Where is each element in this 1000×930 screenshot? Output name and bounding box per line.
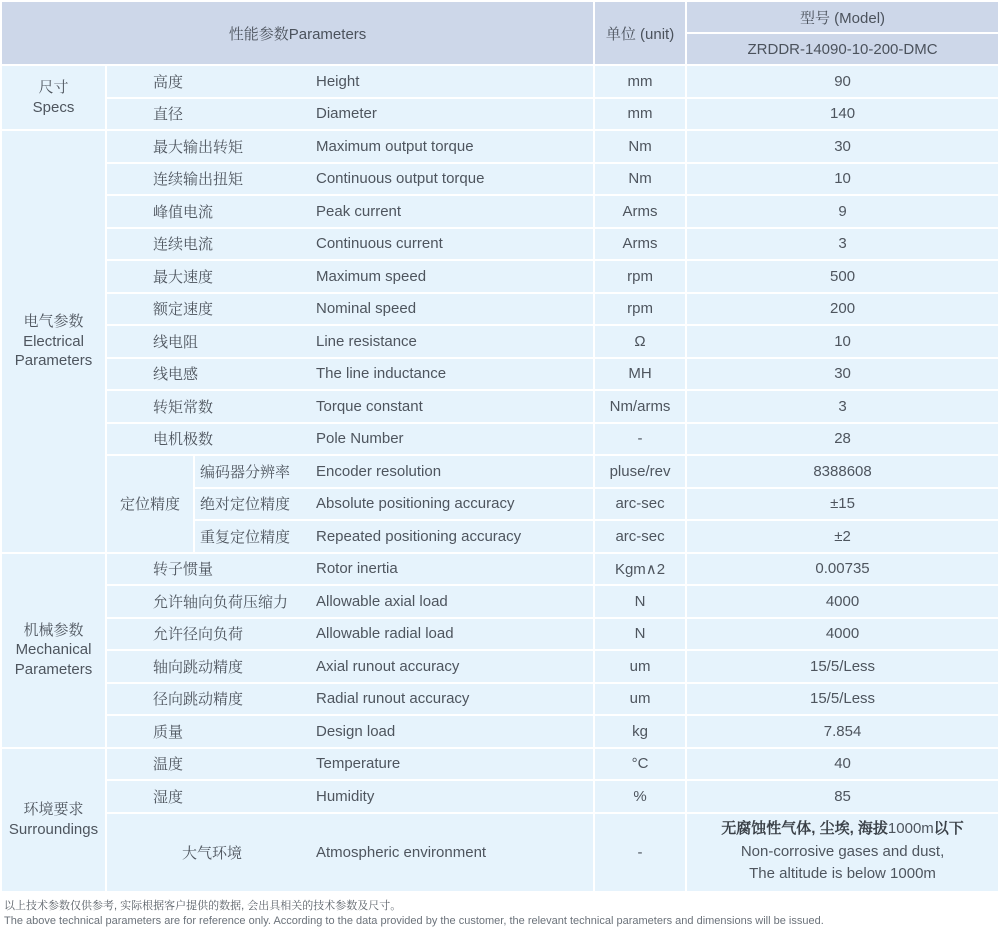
unit-cell: Arms	[595, 229, 685, 260]
param-label-en: Rotor inertia	[316, 560, 592, 577]
table-row	[2, 554, 998, 585]
section-cell-surroundings	[2, 749, 105, 891]
unit-cell: rpm	[595, 294, 685, 325]
param-label-cell	[107, 781, 593, 812]
param-label-cell	[195, 521, 593, 552]
unit-cell: Nm/arms	[595, 391, 685, 422]
value-cell	[687, 814, 998, 891]
table-row	[2, 326, 998, 357]
value-text: 无腐蚀性气体, 尘埃, 海拔	[721, 820, 888, 837]
table-row	[2, 749, 998, 780]
param-label-zh: 绝对定位精度	[200, 493, 316, 514]
table-row	[2, 391, 998, 422]
param-label-zh: 电机极数	[153, 428, 316, 449]
value-line	[688, 841, 997, 864]
param-label-cell	[107, 391, 593, 422]
table-row	[2, 651, 998, 682]
param-label-en: Torque constant	[316, 398, 592, 415]
param-label-cell	[107, 326, 593, 357]
value-cell: 4000	[687, 586, 998, 617]
param-label-en: Continuous output torque	[316, 170, 592, 187]
param-label-en: Allowable axial load	[316, 593, 592, 610]
table-row	[2, 424, 998, 455]
footnote-en: The above technical parameters are for reference only. According to the data provided by the customer, the relevant technical parameters and dimensions will be issued.	[4, 914, 1000, 930]
param-label-zh: 连续电流	[153, 233, 316, 254]
section-cell-mechanical	[2, 554, 105, 747]
section-label-en: Specs	[3, 98, 104, 118]
param-label-cell	[195, 456, 593, 487]
value-cell: ±2	[687, 521, 998, 552]
table-row	[2, 131, 998, 162]
param-label-en: Allowable radial load	[316, 625, 592, 642]
section-label-en: Mechanical Parameters	[3, 640, 104, 679]
value-cell: 8388608	[687, 456, 998, 487]
param-label-en: The line inductance	[316, 365, 592, 382]
param-label-en: Diameter	[316, 105, 592, 122]
header-row	[2, 2, 998, 32]
table-row	[2, 261, 998, 292]
value-cell: 4000	[687, 619, 998, 650]
value-cell: 140	[687, 99, 998, 130]
param-label-cell	[107, 684, 593, 715]
param-label-en: Encoder resolution	[316, 463, 592, 480]
table-row	[2, 684, 998, 715]
table-row	[2, 716, 998, 747]
unit-cell: %	[595, 781, 685, 812]
param-label-en: Line resistance	[316, 333, 592, 350]
table-row	[2, 586, 998, 617]
table-row	[2, 619, 998, 650]
section-cell-specs	[2, 66, 105, 129]
param-label-cell	[107, 749, 593, 780]
param-label-zh: 大气环境	[108, 842, 316, 863]
value-cell: 30	[687, 131, 998, 162]
param-label-cell	[107, 359, 593, 390]
param-label-en: Peak current	[316, 203, 592, 220]
param-label-cell	[107, 619, 593, 650]
param-label-cell	[107, 651, 593, 682]
param-label-zh: 温度	[153, 753, 316, 774]
table-row	[2, 814, 998, 891]
section-label-zh: 环境要求	[3, 800, 104, 820]
header-parameters: 性能参数Parameters	[2, 2, 593, 64]
unit-cell: arc-sec	[595, 489, 685, 520]
param-label-en: Repeated positioning accuracy	[316, 528, 592, 545]
value-cell: ±15	[687, 489, 998, 520]
value-cell: 40	[687, 749, 998, 780]
param-label-zh: 质量	[153, 721, 316, 742]
value-cell: 15/5/Less	[687, 651, 998, 682]
section-label-zh: 电气参数	[3, 312, 104, 332]
param-label-cell	[107, 586, 593, 617]
param-label-cell	[195, 489, 593, 520]
param-label-zh: 允许径向负荷	[153, 623, 316, 644]
unit-cell: mm	[595, 66, 685, 97]
param-label-zh: 轴向跳动精度	[153, 656, 316, 677]
value-cell: 28	[687, 424, 998, 455]
unit-cell: MH	[595, 359, 685, 390]
value-cell: 7.854	[687, 716, 998, 747]
unit-cell: °C	[595, 749, 685, 780]
unit-cell: um	[595, 684, 685, 715]
value-line	[688, 818, 997, 841]
section-label-zh: 尺寸	[3, 78, 104, 98]
param-label-en: Humidity	[316, 788, 592, 805]
unit-cell: Nm	[595, 164, 685, 195]
param-label-cell	[107, 294, 593, 325]
param-label-en: Atmospheric environment	[316, 844, 592, 861]
param-label-zh: 直径	[153, 103, 316, 124]
value-cell: 3	[687, 391, 998, 422]
value-cell: 90	[687, 66, 998, 97]
param-label-en: Pole Number	[316, 430, 592, 447]
value-text: The altitude is below 1000m	[749, 865, 936, 882]
section-label-en: Surroundings	[3, 820, 104, 840]
param-label-en: Axial runout accuracy	[316, 658, 592, 675]
value-cell: 9	[687, 196, 998, 227]
value-cell: 200	[687, 294, 998, 325]
param-label-zh: 径向跳动精度	[153, 688, 316, 709]
value-cell: 500	[687, 261, 998, 292]
table-row	[2, 99, 998, 130]
unit-cell: -	[595, 814, 685, 891]
header-model-label: 型号 (Model)	[687, 2, 998, 32]
param-label-zh: 线电阻	[153, 331, 316, 352]
param-label-cell	[107, 99, 593, 130]
param-label-en: Height	[316, 73, 592, 90]
param-label-en: Temperature	[316, 755, 592, 772]
table-row	[2, 781, 998, 812]
param-label-en: Design load	[316, 723, 592, 740]
value-text: 以下	[934, 820, 964, 837]
param-label-en: Radial runout accuracy	[316, 690, 592, 707]
param-label-zh: 转矩常数	[153, 396, 316, 417]
unit-cell: rpm	[595, 261, 685, 292]
unit-cell: -	[595, 424, 685, 455]
unit-cell: kg	[595, 716, 685, 747]
param-label-cell	[107, 131, 593, 162]
param-label-zh: 最大输出转矩	[153, 136, 316, 157]
section-label-zh: 机械参数	[3, 621, 104, 641]
table-row	[2, 66, 998, 97]
param-label-cell	[107, 261, 593, 292]
unit-cell: N	[595, 619, 685, 650]
unit-cell: N	[595, 586, 685, 617]
param-label-zh: 编码器分辨率	[200, 461, 316, 482]
header-unit: 单位 (unit)	[595, 2, 685, 64]
param-label-cell	[107, 196, 593, 227]
param-label-zh: 转子惯量	[153, 558, 316, 579]
section-cell-electrical	[2, 131, 105, 552]
param-label-zh: 重复定位精度	[200, 526, 316, 547]
table-row	[2, 359, 998, 390]
value-cell: 15/5/Less	[687, 684, 998, 715]
param-label-en: Absolute positioning accuracy	[316, 495, 592, 512]
param-label-zh: 连续输出扭矩	[153, 168, 316, 189]
param-label-en: Continuous current	[316, 235, 592, 252]
param-label-cell	[107, 164, 593, 195]
param-label-en: Maximum speed	[316, 268, 592, 285]
param-label-cell	[107, 814, 593, 891]
header-model-value: ZRDDR-14090-10-200-DMC	[687, 34, 998, 64]
unit-cell: arc-sec	[595, 521, 685, 552]
unit-cell: Ω	[595, 326, 685, 357]
unit-cell: Arms	[595, 196, 685, 227]
param-label-zh: 允许轴向负荷压缩力	[153, 591, 316, 612]
value-text: 1000m	[888, 820, 934, 837]
param-label-cell	[107, 424, 593, 455]
table-row	[2, 294, 998, 325]
param-label-cell	[107, 229, 593, 260]
unit-cell: pluse/rev	[595, 456, 685, 487]
group-cell-position-accuracy: 定位精度	[107, 456, 193, 552]
footnote	[4, 899, 1000, 930]
value-cell: 85	[687, 781, 998, 812]
value-cell: 10	[687, 164, 998, 195]
value-cell: 0.00735	[687, 554, 998, 585]
param-label-zh: 高度	[153, 71, 316, 92]
value-cell: 30	[687, 359, 998, 390]
value-text: Non-corrosive gases and dust,	[741, 843, 944, 860]
value-cell: 10	[687, 326, 998, 357]
unit-cell: Kgm∧2	[595, 554, 685, 585]
table-row	[2, 229, 998, 260]
param-label-zh: 峰值电流	[153, 201, 316, 222]
footnote-zh: 以上技术参数仅供参考, 实际根据客户提供的数据, 会出具相关的技术参数及尺寸。	[4, 899, 1000, 915]
param-label-zh: 额定速度	[153, 298, 316, 319]
table-row	[2, 196, 998, 227]
param-label-zh: 湿度	[153, 786, 316, 807]
table-row	[2, 456, 998, 487]
section-label-en: Electrical Parameters	[3, 332, 104, 371]
value-line	[688, 863, 997, 886]
param-label-cell	[107, 716, 593, 747]
param-label-zh: 最大速度	[153, 266, 316, 287]
unit-cell: Nm	[595, 131, 685, 162]
value-cell: 3	[687, 229, 998, 260]
unit-cell: um	[595, 651, 685, 682]
param-label-en: Maximum output torque	[316, 138, 592, 155]
param-label-zh: 线电感	[153, 363, 316, 384]
param-label-cell	[107, 554, 593, 585]
table-row	[2, 164, 998, 195]
param-label-en: Nominal speed	[316, 300, 592, 317]
unit-cell: mm	[595, 99, 685, 130]
param-label-cell	[107, 66, 593, 97]
